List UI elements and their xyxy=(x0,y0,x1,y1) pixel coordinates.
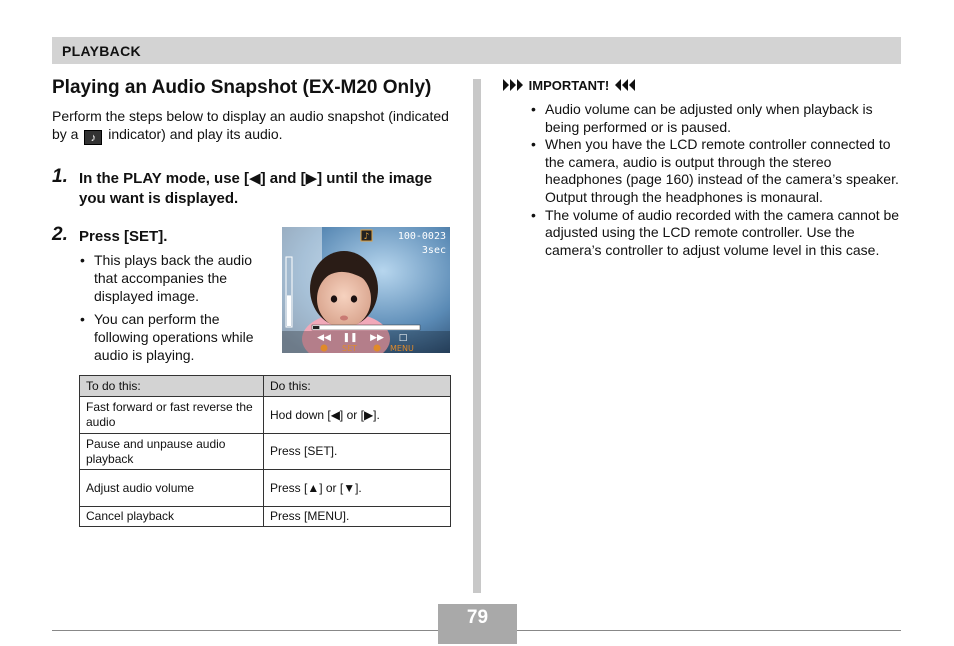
child-eye-right xyxy=(351,295,357,302)
important-label: IMPORTANT! xyxy=(528,78,610,93)
fast-forward-icon: ▶▶ xyxy=(370,333,384,343)
playback-progress-fill xyxy=(313,326,319,329)
table-cell: Press [MENU]. xyxy=(264,507,451,527)
intro-text-after: indicator) and play its audio. xyxy=(108,126,283,142)
step-text: Press [SET]. xyxy=(79,228,168,245)
important-arrows-left-icon xyxy=(503,79,525,91)
child-eye-left xyxy=(331,295,337,302)
step-2-bullets xyxy=(78,251,268,369)
section-label: PLAYBACK xyxy=(62,43,141,59)
table-header-row xyxy=(80,376,451,397)
list-item: • When you have the LCD remote controller connected to the camera, audio is output through the stereo headphones (page 160) instead of the camera’s speaker. Output through the headphones is monaural. xyxy=(529,136,905,206)
stop-icon: □ xyxy=(398,333,408,343)
playback-progress-bar xyxy=(312,325,420,330)
volume-level-fill xyxy=(287,295,291,326)
table-cell: Pause and unpause audio playback xyxy=(80,434,264,470)
page-number-box xyxy=(438,604,517,644)
controls-strip xyxy=(282,331,450,353)
important-arrows-right-icon xyxy=(613,79,635,91)
set-label: SET xyxy=(342,344,358,353)
step-number: 2. xyxy=(52,224,68,245)
table-cell: Fast forward or fast reverse the audio xyxy=(80,397,264,434)
set-button-indicator-icon xyxy=(321,345,328,352)
table-row xyxy=(80,434,451,470)
section-header-bar xyxy=(52,37,901,64)
table-row xyxy=(80,397,451,434)
table-cell: Adjust audio volume xyxy=(80,470,264,507)
file-number-label: 100-0023 xyxy=(397,231,446,242)
intro-text-before: Perform the steps below to display an audio snapshot (indicated by a xyxy=(52,108,449,142)
list-item: • You can perform the following operations while audio is playing. xyxy=(78,310,268,364)
important-heading xyxy=(503,78,635,93)
page-number: 79 xyxy=(438,604,517,631)
table-cell: Press [▲] or [▼]. xyxy=(264,470,451,507)
duration-label: 3sec xyxy=(421,245,446,256)
list-item: • This plays back the audio that accompanies the displayed image. xyxy=(78,251,268,305)
menu-label: MENU xyxy=(390,344,414,353)
list-item: • Audio volume can be adjusted only when playback is being performed or is paused. xyxy=(529,101,905,136)
intro-paragraph xyxy=(52,107,452,145)
pause-icon: ❚❚ xyxy=(342,333,358,343)
table-header-cell: To do this: xyxy=(80,376,264,397)
menu-button-indicator-icon xyxy=(374,345,381,352)
audio-snapshot-icon: ♪ xyxy=(84,130,102,145)
table-cell: Press [SET]. xyxy=(264,434,451,470)
table-row xyxy=(80,507,451,527)
table-header-cell: Do this: xyxy=(264,376,451,397)
step-number: 1. xyxy=(52,166,68,187)
table-cell: Cancel playback xyxy=(80,507,264,527)
list-item: • The volume of audio recorded with the camera cannot be adjusted using the LCD remote controller. Use the camera’s controller to adjust volume level in this case. xyxy=(529,207,905,260)
camera-screen-image xyxy=(282,227,450,353)
audio-indicator-glyph: ♪ xyxy=(363,232,370,242)
step-text: In the PLAY mode, use [◀] and [▶] until the image you want is displayed. xyxy=(79,170,433,207)
operations-table xyxy=(79,375,451,527)
table-row xyxy=(80,470,451,507)
page-title: Playing an Audio Snapshot (EX-M20 Only) xyxy=(52,77,432,98)
rewind-icon: ◀◀ xyxy=(317,333,331,343)
column-divider xyxy=(473,79,481,593)
table-cell: Hod down [◀] or [▶]. xyxy=(264,397,451,434)
important-bullets xyxy=(529,101,905,259)
child-mouth xyxy=(340,316,348,321)
